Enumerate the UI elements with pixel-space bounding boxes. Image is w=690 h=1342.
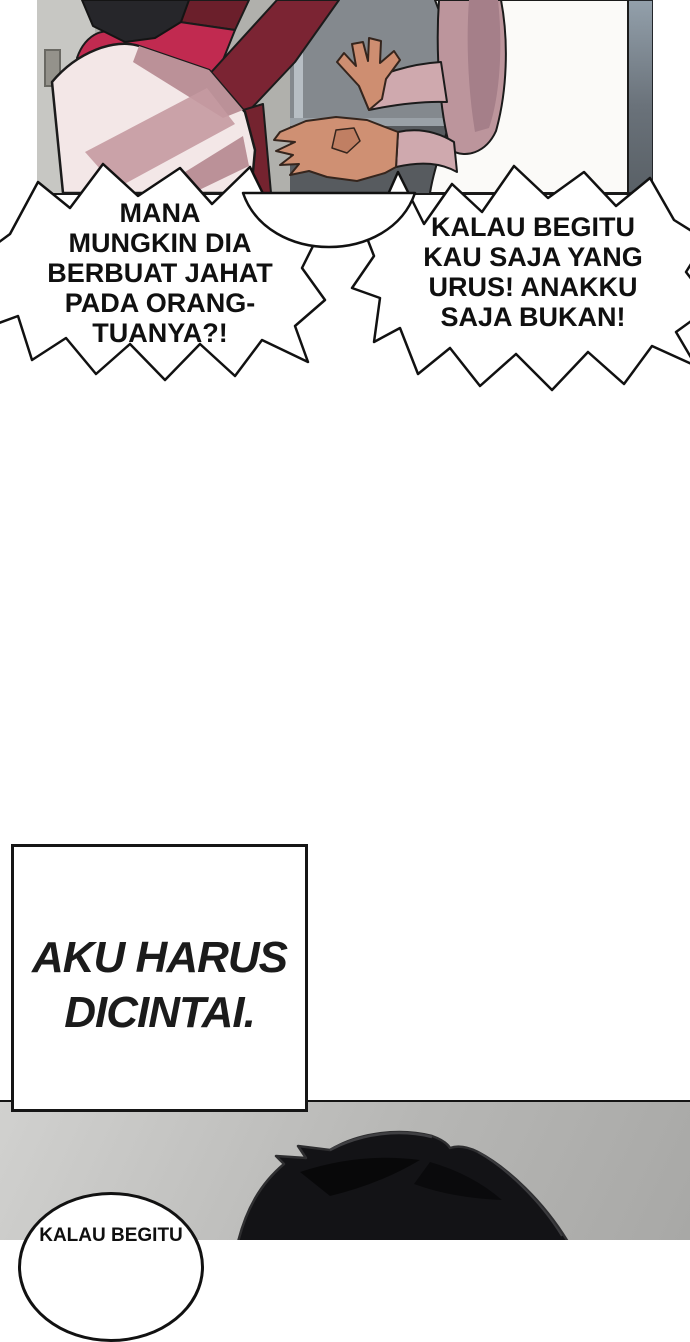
- bubble-line: PADA ORANG-: [64, 288, 256, 318]
- bubble-line: MANA: [119, 198, 201, 228]
- speech-bubble-right-text: [398, 212, 668, 332]
- bubble-line: MUNGKIN DIA: [68, 228, 252, 258]
- speech-bubble-left-text: [25, 198, 295, 348]
- bubble-line: KALAU BEGITU: [431, 212, 635, 242]
- head-silhouette: [238, 1132, 568, 1240]
- thought-line: DICINTAI.: [64, 988, 255, 1037]
- bubble-line: SAJA BUKAN!: [440, 302, 626, 332]
- bubble-line: KAU SAJA YANG: [423, 242, 643, 272]
- thought-box-panel: [11, 844, 308, 1112]
- thought-line: AKU HARUS: [32, 933, 287, 982]
- bubble-line: BERBUAT JAHAT: [47, 258, 273, 288]
- bubble-line: KALAU BEGITU: [39, 1225, 183, 1246]
- speech-bubble-bottom: [18, 1192, 204, 1342]
- bubble-line: TUANYA?!: [92, 318, 228, 348]
- bubble-line: URUS! ANAKKU: [428, 272, 638, 302]
